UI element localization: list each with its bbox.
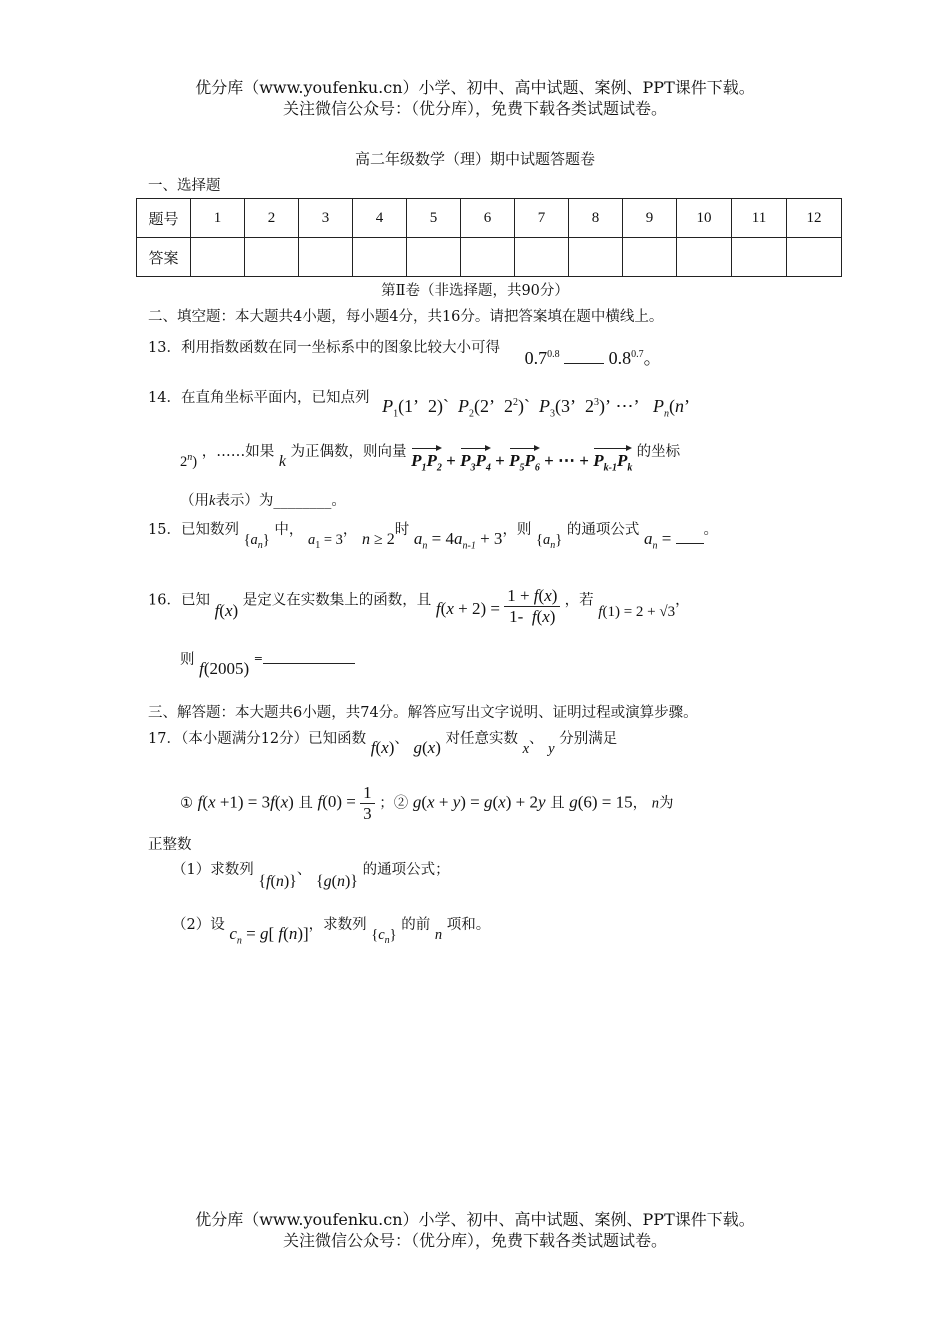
question-17-conditions: ① f(x +1) = 3f(x) 且 f(0) = $\frac{1}{3}$ ；② g(x + y) = g(x) + 2y 且 g(6) = 15， n为: [180, 783, 674, 823]
answer-cell[interactable]: [353, 238, 407, 277]
q14-line-3a: （用: [180, 493, 209, 509]
answer-cell[interactable]: [623, 238, 677, 277]
q15-c: ，: [342, 522, 358, 538]
q17-cond-a: ①: [180, 795, 193, 812]
table-cell: 4: [353, 199, 407, 238]
header-line-1: 优分库（www.youfenku.cn）小学、初中、高中试题、案例、PPT课件下载。: [195, 78, 755, 97]
q17-p2-c: 的前: [401, 917, 431, 933]
question-17-intro: 17．（本小题满分12分）已知函数 f(x)、 g(x) 对任意实数 x、 y 分别满足: [148, 731, 618, 757]
q17-p1: （1）求数列: [172, 862, 254, 878]
q16-a: 16．已知: [148, 592, 210, 609]
table-cell: 7: [515, 199, 569, 238]
q13-base-1: 0.7: [524, 348, 548, 368]
q15-blank[interactable]: [676, 543, 704, 544]
q14-line-1: 14．在直角坐标平面内，已知点列: [148, 390, 370, 406]
answer-cell[interactable]: [787, 238, 842, 277]
question-17-part-2: （2）设 $c_n = g$[ f(n)]，求数列 $\{c_n\}$ 的前 n 项和。: [172, 917, 491, 947]
q14-vector-sum: $P_1P_2 + P_3P_4 + P_5P_6$ + ⋯ + $P_{k-1}P_k$: [411, 451, 633, 474]
q13-base-2: 0.8: [608, 348, 632, 368]
part2-title: 第Ⅱ卷（非选择题，共90分）: [381, 283, 569, 299]
q17-intro-c: 对任意实数: [445, 731, 518, 747]
q17-p2-b: ，求数列: [308, 917, 367, 933]
q14-line-2a: ，……如果: [201, 444, 275, 460]
q13-end: 。: [643, 348, 662, 368]
q17-intro-d: 、: [529, 731, 544, 747]
table-label-number: 题号: [137, 199, 191, 238]
q17-intro-e: 分别满足: [559, 731, 618, 747]
table-label-answer: 答案: [137, 238, 191, 277]
question-14-line-1: [148, 386, 691, 420]
answer-cell[interactable]: [461, 238, 515, 277]
answer-cell[interactable]: [569, 238, 623, 277]
q15-e: ，则: [502, 522, 532, 538]
q17-cond-b: 且: [298, 795, 313, 812]
q17-p1-b: 、: [296, 862, 312, 878]
table-cell: 10: [677, 199, 732, 238]
q15-a: 15．已知数列: [148, 522, 239, 538]
q14-line-2b: 为正偶数，则向量: [290, 444, 407, 460]
answer-cell[interactable]: [191, 238, 245, 277]
q16-blank[interactable]: [263, 663, 355, 664]
q14-line-3b: 表示）为________。: [215, 493, 346, 509]
q17-p1-c: 的通项公式；: [362, 862, 450, 878]
table-cell: 5: [407, 199, 461, 238]
question-16-line-2: 则 f(2005) =: [180, 648, 355, 669]
q15-b: 中，: [274, 522, 304, 538]
q13-exp-2: 0.7: [631, 349, 644, 360]
table-cell: 12: [787, 199, 842, 238]
q16-b: 是定义在实数集上的函数，且: [242, 592, 432, 609]
question-17-part-1: （1）求数列 {f(n)}、 {g(n)} 的通项公式；: [172, 862, 450, 890]
q17-cond-f: 为: [659, 795, 674, 812]
q13-text: 13．利用指数函数在同一坐标系中的图象比较大小可得: [148, 340, 500, 356]
q13-exp-1: 0.8: [547, 349, 560, 360]
footer-line-1: 优分库（www.youfenku.cn）小学、初中、高中试题、案例、PPT课件下载。: [195, 1210, 755, 1229]
answer-cell[interactable]: [407, 238, 461, 277]
question-15: 15．已知数列 $\{a_n\}$ 中， $a_1 = 3$， n ≥ 2时 $a_n = 4a_{n-1} + 3$，则 $\{a_n\}$ 的通项公式 $a_n$ = 。: [148, 522, 719, 552]
question-16: 16．已知 f(x) 是定义在实数集上的函数，且 f(x + 2) = $\frac{1 + f(x)}{1- f(x)}$ ，若 f(1) = 2 + √3，: [148, 586, 690, 626]
q13-blank[interactable]: [564, 363, 604, 364]
table-row-answers: [137, 238, 842, 277]
q17-cond-c: ；②: [379, 795, 409, 812]
answer-cell[interactable]: [245, 238, 299, 277]
q16-e: 则: [180, 652, 195, 668]
q14-line-2c: 的坐标: [636, 444, 681, 460]
table-cell: 11: [732, 199, 787, 238]
table-cell: 9: [623, 199, 677, 238]
table-cell: 8: [569, 199, 623, 238]
table-cell: 6: [461, 199, 515, 238]
answer-cell[interactable]: [732, 238, 787, 277]
section-fill-heading: 二、填空题：本大题共4小题，每小题4分，共16分。请把答案填在题中横线上。: [148, 309, 664, 325]
q16-c: ，若: [564, 592, 594, 609]
table-cell: 1: [191, 199, 245, 238]
q17-intro-b: 、: [394, 731, 409, 747]
q14-points: $P_1(1$’ 2)` $P_2(2$’ $2^2)`$ $P_3(3$’ $2^3$)’ ⋯’ $P_n(n$’: [382, 396, 691, 420]
question-13: [148, 332, 662, 368]
q17-cond-g: 正整数: [148, 837, 192, 853]
page-title: 高二年级数学（理）期中试题答题卷: [354, 150, 595, 168]
q16-f: =: [253, 652, 263, 665]
q16-d: ，: [675, 592, 690, 609]
answer-cell[interactable]: [677, 238, 732, 277]
table-row-numbers: [137, 199, 842, 238]
q15-f: 的通项公式: [566, 522, 640, 538]
q17-cond-d: 且: [550, 795, 565, 812]
answer-cell[interactable]: [299, 238, 353, 277]
q17-intro: 17．（本小题满分12分）已知函数: [148, 731, 367, 747]
section-choice-heading: 一、选择题: [148, 178, 221, 194]
q15-g: 。: [703, 522, 719, 538]
table-cell: 3: [299, 199, 353, 238]
header-line-2: 关注微信公众号：（优分库），免费下载各类试题试卷。: [282, 99, 667, 118]
q17-p2: （2）设: [172, 917, 225, 933]
footer-line-2: 关注微信公众号：（优分库），免费下载各类试题试卷。: [282, 1231, 667, 1250]
section-solve-heading: 三、解答题：本大题共6小题，共74分。解答应写出文字说明、证明过程或演算步骤。: [148, 705, 698, 721]
question-14-line-3: （用k表示）为________。: [180, 493, 346, 509]
answer-table: [136, 198, 842, 277]
q15-d: 时: [394, 522, 410, 538]
q17-cond-e: ，: [632, 795, 648, 812]
answer-cell[interactable]: [515, 238, 569, 277]
q17-p2-d: 项和。: [446, 917, 491, 933]
question-14-line-2: 2$^n$) ，……如果 k 为正偶数，则向量 $P_1P_2 + P_3P_4 + P_5P_6$ + ⋯ + $P_{k-1}P_k$ 的坐标: [180, 444, 681, 474]
table-cell: 2: [245, 199, 299, 238]
